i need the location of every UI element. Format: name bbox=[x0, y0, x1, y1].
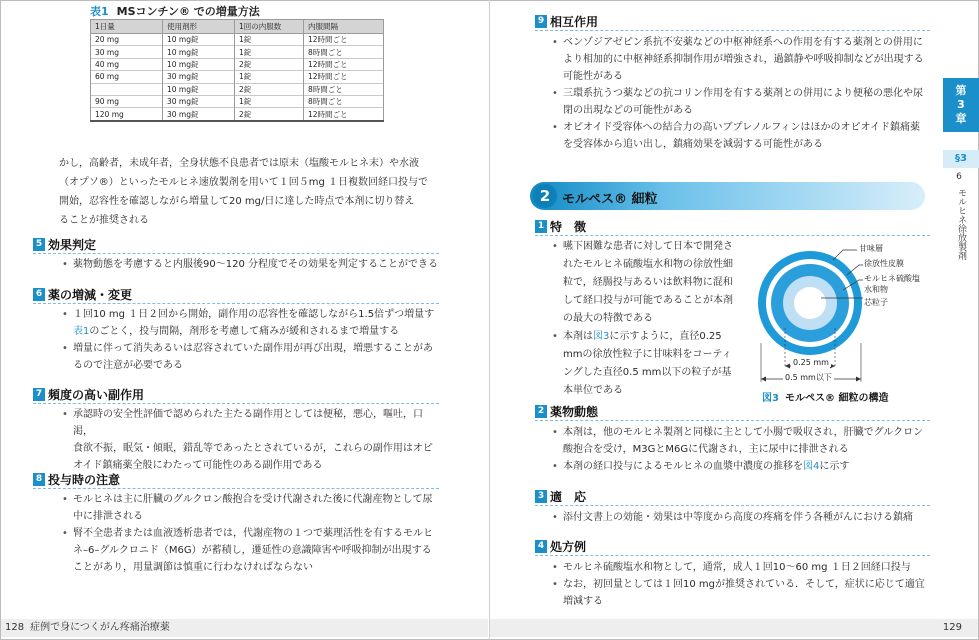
book-spine bbox=[489, 0, 490, 640]
bullet-item bbox=[551, 34, 931, 85]
layer-label: 芯粒子 bbox=[864, 298, 888, 307]
bullet-item bbox=[551, 119, 931, 153]
section-number: 9 bbox=[535, 15, 547, 28]
table-header: 使用剤形 bbox=[163, 20, 235, 34]
bullet-item bbox=[61, 306, 441, 340]
text-span: 本剤は bbox=[563, 331, 593, 342]
text-line: 本単位である bbox=[563, 385, 623, 396]
page-number-right: 129 bbox=[942, 622, 962, 633]
text-span: に示す bbox=[819, 461, 850, 472]
table-caption bbox=[90, 3, 260, 19]
bullet-item bbox=[61, 340, 441, 374]
table-cell: 8時間ごと bbox=[304, 83, 384, 95]
text-line: 閉の出現などの可能性がある bbox=[563, 105, 693, 116]
table-row bbox=[91, 108, 384, 121]
bullet-item bbox=[551, 458, 931, 475]
table-cell: 2錠 bbox=[235, 108, 304, 121]
table-cell: 2錠 bbox=[235, 83, 304, 95]
bullet-item bbox=[551, 576, 931, 610]
text-line: • 本剤は，他のモルヒネ製剤と同様に主として小腸で吸収され，肝臓でグルクロン bbox=[563, 427, 924, 438]
section-heading bbox=[33, 386, 144, 403]
text-line: （オプソ®）といったモルヒネ速放製剤を用いて１回５mg １日複数回経口投与で bbox=[59, 177, 428, 188]
table-cell: 12時間ごと bbox=[304, 71, 384, 83]
section-title: 効果判定 bbox=[48, 238, 97, 252]
bullet-list bbox=[551, 559, 931, 610]
layer-label: モルヒネ硫酸塩 bbox=[864, 274, 920, 283]
table-cell: 12時間ごと bbox=[304, 108, 384, 121]
table-cell: 12時間ごと bbox=[304, 58, 384, 70]
section-number: 3 bbox=[535, 490, 547, 503]
section-heading bbox=[535, 13, 598, 30]
section-title: 薬の増減・変更 bbox=[48, 288, 133, 302]
bullet-item bbox=[61, 525, 441, 576]
table-header: 内服間隔 bbox=[304, 20, 384, 34]
text-line: • 添付文書上の効能・効果は中等度から高度の疼痛を伴う各種がんにおける鎮痛 bbox=[563, 512, 913, 523]
table-cell: 120 mg bbox=[91, 108, 163, 121]
section-divider bbox=[535, 505, 930, 506]
footer-right bbox=[490, 619, 978, 637]
table-cell bbox=[91, 83, 163, 95]
text-line: を受容体から追い出し，鎮痛効果を減弱する可能性がある bbox=[563, 139, 823, 150]
table-row bbox=[91, 83, 384, 95]
drug-number: 2 bbox=[533, 184, 557, 208]
text-line: • 腎不全患者または血液透析患者では，代謝産物の１つで薬理活性を有するモルヒ bbox=[73, 528, 433, 539]
bullet-item bbox=[61, 256, 441, 273]
text-line: • モルヒネ硫酸塩水和物として，通常，成人１回10～60 mg １日２回経口投与 bbox=[563, 562, 911, 573]
chapter-char: 3 bbox=[957, 98, 965, 111]
table-cell: 10 mg錠 bbox=[163, 83, 235, 95]
section-number: 4 bbox=[535, 540, 547, 553]
footer-left bbox=[1, 619, 488, 637]
text-line: • オピオイド受容体への結合力の高いブプレノルフィンはほかのオピオイド鎮痛薬 bbox=[563, 122, 920, 133]
table-cell: 10 mg錠 bbox=[163, 34, 235, 46]
text-line: 開始，忍容性を確認しながら増量して20 mg/日に達した時点で本剤に切り替え bbox=[59, 196, 415, 207]
section-title: 相互作用 bbox=[550, 15, 599, 29]
text-line: • 嚥下困難な患者に対して日本で開発さ bbox=[563, 241, 733, 252]
table-cell: 8時間ごと bbox=[304, 95, 384, 107]
layer-label: 徐放性皮膜 bbox=[864, 259, 904, 268]
text-line: • なお，初回量としては１回10 mgが推奨されている．そして，症状に応じて適宜 bbox=[563, 579, 925, 590]
section-title: 適 応 bbox=[550, 490, 587, 504]
text-line: 酸抱合を受け，M3GとM6Gに代謝され，主に尿中に排泄される bbox=[563, 444, 849, 455]
table-row bbox=[91, 95, 384, 107]
table-cell: 2錠 bbox=[235, 58, 304, 70]
dose-table bbox=[90, 19, 384, 122]
section-heading bbox=[535, 488, 586, 505]
text-line: • モルヒネは主に肝臓のグルクロン酸抱合を受け代謝された後に代謝産物として尿 bbox=[73, 494, 433, 505]
table-cell: 1錠 bbox=[235, 46, 304, 58]
section-divider bbox=[535, 235, 930, 236]
table-cell: 30 mg bbox=[91, 46, 163, 58]
table-cell: 30 mg錠 bbox=[163, 71, 235, 83]
text-line: の最大の特徴である bbox=[563, 313, 653, 324]
text-line: 食欲不振，眠気・傾眠，錯乱等であったとされているが，これらの副作用はオピ bbox=[73, 443, 433, 454]
bullet-item bbox=[551, 424, 931, 458]
subsection-title-vertical: モルヒネ徐放製剤 bbox=[956, 188, 966, 260]
section-title: 処方例 bbox=[550, 540, 587, 554]
chapter-char: 第 bbox=[955, 84, 967, 97]
intro-paragraph bbox=[59, 154, 439, 230]
text-line: オイド鎮痛薬全般にわたって可能性のある副作用である bbox=[73, 460, 323, 471]
chapter-char: 章 bbox=[955, 112, 967, 125]
section-divider bbox=[535, 420, 930, 421]
table-cell: 1錠 bbox=[235, 95, 304, 107]
section-number: 1 bbox=[535, 220, 547, 233]
table-row bbox=[91, 46, 384, 58]
section-divider bbox=[33, 253, 439, 254]
text-line: • １回10 mg １日２回から開始，副作用の忍容性を確認しながら1.5倍ずつ増量す bbox=[73, 309, 435, 320]
bullet-list bbox=[61, 306, 441, 374]
text-span: のごとく，投与間隔，剤形を考慮して痛みが緩和されるまで増量する bbox=[89, 326, 400, 337]
bullet-item bbox=[551, 85, 931, 119]
table-cell: 8時間ごと bbox=[304, 46, 384, 58]
table-cell: 60 mg bbox=[91, 71, 163, 83]
text-span: に示すように，直径0.25 bbox=[609, 331, 722, 342]
text-line: • 承認時の安全性評価で認められた主たる副作用としては便秘，悪心，嘔吐，口渇， bbox=[73, 409, 423, 437]
section-title: 投与時の注意 bbox=[48, 473, 121, 487]
text-line: 増減する bbox=[563, 596, 603, 607]
bullet-item bbox=[551, 559, 931, 576]
text-line bbox=[73, 323, 441, 340]
section-heading bbox=[535, 538, 586, 555]
section-heading bbox=[535, 218, 586, 235]
text-line: mmの徐放性粒子に甘味料をコーティ bbox=[563, 349, 732, 360]
figure-reference-link[interactable]: 図3 bbox=[593, 331, 610, 342]
bullet-list bbox=[61, 491, 441, 576]
section-divider bbox=[33, 303, 439, 304]
section-title: 頻度の高い副作用 bbox=[48, 388, 145, 402]
drug-name: モルペス® 細粒 bbox=[562, 192, 658, 207]
table-header: 1回の内服数 bbox=[235, 20, 304, 34]
text-line: 可能性がある bbox=[563, 71, 623, 82]
table-cell: 1錠 bbox=[235, 34, 304, 46]
section-number: 5 bbox=[33, 238, 45, 251]
chapter-tab[interactable] bbox=[943, 78, 979, 132]
section-title: 薬物動態 bbox=[550, 405, 599, 419]
bullet-list bbox=[551, 509, 931, 526]
table-row bbox=[91, 34, 384, 46]
text-line: かし，高齢者，未成年者，全身状態不良患者では原末（塩酸モルヒネ末）や水液 bbox=[59, 158, 419, 169]
text-line: して経口投与が可能であることが本剤 bbox=[563, 295, 733, 306]
bullet-list bbox=[551, 424, 931, 475]
text-line: • ベンゾジアゼピン系抗不安薬などの中枢神経系への作用を有する薬剤との併用に bbox=[563, 37, 923, 48]
section-heading bbox=[33, 471, 120, 488]
table-cell: 10 mg錠 bbox=[163, 58, 235, 70]
bullet-item bbox=[61, 406, 441, 474]
table-reference-link[interactable]: 表1 bbox=[73, 326, 90, 337]
section-number: 2 bbox=[535, 405, 547, 418]
table-cell: 12時間ごと bbox=[304, 34, 384, 46]
bullet-item bbox=[551, 238, 751, 328]
figure-reference-link[interactable]: 図4 bbox=[803, 461, 820, 472]
book-title: 症例で身につくがん疼痛治療薬 bbox=[30, 622, 170, 633]
table-header: 1日量 bbox=[91, 20, 163, 34]
bullet-list bbox=[551, 34, 931, 153]
text-line: るので注意が必要である bbox=[73, 360, 183, 371]
text-line: ングした直径0.5 mm以下の粒子が基 bbox=[563, 367, 732, 378]
section-divider bbox=[33, 403, 439, 404]
section-divider bbox=[33, 488, 439, 489]
table-cell: 1錠 bbox=[235, 71, 304, 83]
figure-caption bbox=[762, 389, 888, 404]
text-span: 本剤の経口投与によるモルヒネの血漿中濃度の推移を bbox=[563, 461, 803, 472]
table-cell: 40 mg bbox=[91, 58, 163, 70]
section-divider bbox=[535, 555, 930, 556]
section-number: 7 bbox=[33, 388, 45, 401]
text-line: ネ–6–グルクロニド（M6G）が蓄積し，遷延性の意識障害や呼吸抑制が出現する bbox=[73, 545, 432, 556]
table-row bbox=[91, 71, 384, 83]
text-line: • 増量に伴って消失あるいは忍容されていた副作用が再び出現，増悪することがあ bbox=[73, 343, 433, 354]
subsection-number: 6 bbox=[956, 172, 962, 182]
bullet-item bbox=[61, 491, 441, 525]
section-title: 特 徴 bbox=[550, 220, 587, 234]
section-tab[interactable]: §3 bbox=[943, 150, 979, 168]
table-cell: 90 mg bbox=[91, 95, 163, 107]
bullet-list bbox=[61, 406, 441, 474]
section-number: 8 bbox=[33, 473, 45, 486]
layer-label: 水和物 bbox=[864, 285, 888, 294]
bullet-list bbox=[61, 256, 441, 273]
text-line bbox=[563, 328, 751, 346]
figure-label: 図3 bbox=[762, 393, 779, 404]
page-number-left: 128 bbox=[5, 622, 25, 633]
text-line: ることが推奨される bbox=[59, 215, 149, 226]
text-line bbox=[563, 458, 931, 475]
section-heading bbox=[33, 236, 96, 253]
text-line: • 薬物動態を考慮すると内服後90～120 分程度でその効果を判定することができる bbox=[73, 259, 438, 270]
bullet-item bbox=[551, 509, 931, 526]
table-label: 表1 bbox=[90, 5, 109, 18]
bullet-list bbox=[551, 238, 751, 400]
section-heading bbox=[535, 403, 598, 420]
table-cell: 30 mg錠 bbox=[163, 108, 235, 121]
section-divider bbox=[535, 30, 930, 31]
text-line: 粒で，経腸投与あるいは飲料物に混和 bbox=[563, 277, 733, 288]
text-line: • 三環系抗うつ薬などの抗コリン作用を有する薬剤との併用により便秘の悪化や尿 bbox=[563, 88, 923, 99]
table-cell: 20 mg bbox=[91, 34, 163, 46]
table-cell: 10 mg錠 bbox=[163, 46, 235, 58]
dimension-label-inner: 0.25 mm bbox=[793, 358, 829, 367]
table-title: MSコンチン® での増量方法 bbox=[116, 5, 260, 18]
text-line: 中に排泄される bbox=[73, 511, 143, 522]
text-line: より相加的に中枢神経系抑制作用が増強され，過鎮静や呼吸抑制などが出現する bbox=[563, 54, 924, 65]
table-cell: 30 mg錠 bbox=[163, 95, 235, 107]
layer-label: 甘味層 bbox=[859, 244, 883, 253]
table-row bbox=[91, 58, 384, 70]
section-heading bbox=[33, 286, 132, 303]
text-line: ことがあり，用量調節は慎重に行わなければならない bbox=[73, 562, 313, 573]
section-number: 6 bbox=[33, 288, 45, 301]
bullet-item bbox=[551, 328, 751, 400]
table-header-row bbox=[91, 20, 384, 34]
figure-title: モルペス® 細粒の構造 bbox=[784, 393, 889, 404]
text-line: れたモルヒネ硫酸塩水和物の徐放性細 bbox=[563, 259, 733, 270]
dimension-label-outer: 0.5 mm以下 bbox=[785, 373, 832, 382]
core-particle bbox=[794, 287, 826, 319]
